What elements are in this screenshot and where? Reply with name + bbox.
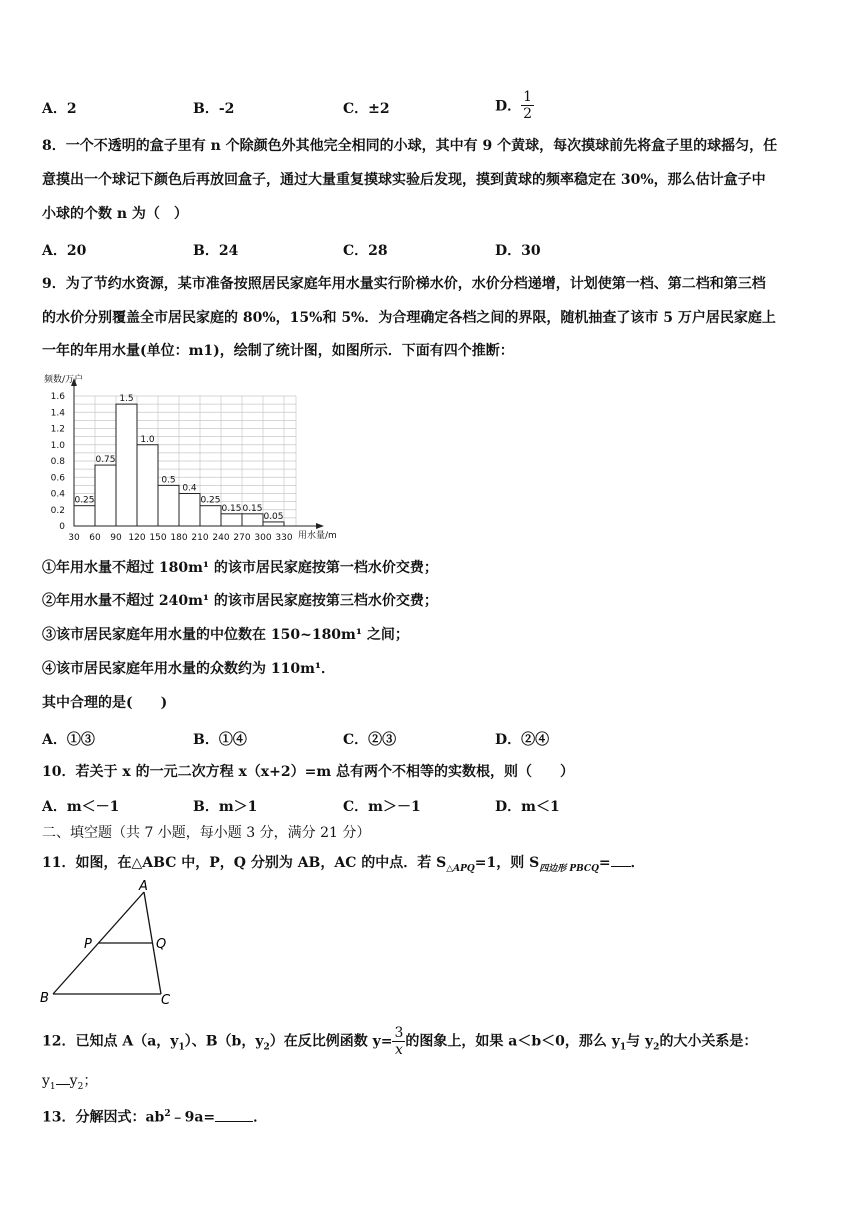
q8-option-a: A．20: [42, 243, 87, 259]
x-tick-label: 300: [254, 533, 272, 543]
y-tick-label: 0.6: [50, 473, 65, 484]
q8-line3: 小球的个数 n 为（ ）: [42, 206, 188, 222]
q9-line3: 一年的年用水量(单位：m1)，绘制了统计图，如图所示．下面有四个推断：: [42, 343, 514, 359]
q9-option-a: A．①③: [42, 732, 95, 748]
histogram-bar: [263, 522, 284, 526]
histogram-bar: [137, 445, 158, 526]
histogram-bar: [242, 514, 263, 526]
bar-value-label: 0.75: [95, 455, 116, 466]
bar-value-label: 0.4: [182, 483, 197, 494]
q12-answer-blank: [56, 1084, 70, 1085]
x-tick-label: 120: [128, 533, 146, 543]
q8-option-d: D．30: [495, 243, 541, 259]
x-tick-label: 180: [170, 533, 188, 543]
bar-value-label: 0.25: [74, 495, 95, 506]
label-a: A: [139, 880, 148, 894]
q7-option-c: C．±2: [343, 101, 390, 117]
bar-value-label: 1.5: [119, 394, 134, 405]
q10-line: 10．若关于 x 的一元二次方程 x（x+2）=m 总有两个不相等的实数根，则（ ）: [42, 764, 575, 780]
y-tick-label: 0.4: [50, 489, 65, 500]
x-tick-label: 210: [191, 533, 209, 543]
x-tick-label: 150: [149, 533, 167, 543]
q10-option-b: B．m＞1: [193, 799, 258, 815]
q9-line1: 9．为了节约水资源，某市准备按照居民家庭年用水量实行阶梯水价，水价分档递增，计划使第一档、第二档和第三档: [42, 276, 766, 292]
y-tick-label: 0: [59, 522, 65, 532]
y-tick-label: 0.2: [50, 505, 65, 516]
bar-value-label: 0.15: [221, 503, 242, 514]
histogram-bar: [74, 506, 95, 526]
q12-answer-line: $y_1$ $y_2$；: [42, 1073, 98, 1092]
bar-value-label: 0.25: [200, 495, 221, 506]
q9-option-b: B．①④: [193, 732, 247, 748]
q10-option-a: A．m＜－1: [42, 799, 120, 815]
y-axis-title: 频数/万户: [44, 375, 84, 385]
section-2-heading: 二、填空题（共 7 小题，每小题 3 分，满分 21 分）: [42, 825, 371, 841]
q8-line1: 8．一个不透明的盒子里有 n 个除颜色外其他完全相同的小球，其中有 9 个黄球，每次摸球前先将盒子里的球摇匀，任: [42, 138, 778, 154]
x-tick-label: 30: [68, 533, 80, 543]
q13-answer-blank: [215, 1121, 253, 1122]
q11-line: 11．如图，在△ABC 中，P，Q 分别为 AB，AC 的中点．若 $S_{\triangle APQ}=1$，则 $S_{四边形 PBCQ}=$ ．: [42, 855, 645, 874]
q9-statement-1: ①年用水量不超过 180m¹ 的该市居民家庭按第一档水价交费；: [42, 560, 438, 576]
label-b: B: [40, 991, 49, 1006]
histogram-bar: [116, 404, 137, 526]
q9-option-c: C．②③: [343, 732, 397, 748]
q7-option-d: D． $\frac{1}{2}$: [495, 89, 533, 122]
fraction-one-half: $\frac{1}{2}$: [523, 89, 533, 122]
y-tick-label: 1.6: [50, 392, 65, 402]
y-tick-label: 1.0: [50, 440, 65, 451]
fraction-3-over-x: $\frac{3}{x}$: [394, 1025, 404, 1058]
x-tick-label: 240: [212, 533, 230, 543]
histogram-bar: [200, 506, 221, 526]
x-tick-label: 60: [89, 533, 101, 543]
y-tick-label: 1.2: [50, 424, 65, 435]
q9-ask: 其中合理的是( ): [42, 695, 168, 711]
q11-answer-blank: [611, 866, 631, 867]
bar-value-label: 0.5: [161, 475, 176, 486]
q9-statement-3: ③该市居民家庭年用水量的中位数在 150~180m¹ 之间；: [42, 627, 409, 643]
label-p: P: [84, 937, 92, 952]
q9-statement-4: ④该市居民家庭年用水量的众数约为 110m¹．: [42, 661, 336, 677]
histogram-bar: [158, 485, 179, 526]
y-tick-label: 1.4: [50, 408, 65, 419]
q9-statement-2: ②年用水量不超过 240m¹ 的该市居民家庭按第三档水价交费；: [42, 593, 438, 609]
q8-line2: 意摸出一个球记下颜色后再放回盒子，通过大量重复摸球实验后发现，摸到黄球的频率稳定在 30%，那么估计盒子中: [42, 172, 766, 188]
histogram-bar: [221, 514, 242, 526]
histogram-bar: [179, 494, 200, 527]
label-q: Q: [156, 937, 167, 952]
q7-option-b: B．-2: [193, 101, 235, 117]
q10-option-c: C．m＞－1: [343, 799, 421, 815]
label-c: C: [161, 993, 171, 1008]
q7-option-a: A．2: [42, 101, 77, 117]
y-tick-label: 0.8: [50, 457, 65, 467]
x-tick-label: 90: [110, 533, 122, 543]
q9-line2: 的水价分别覆盖全市居民家庭的 80%，15%和 5%．为合理确定各档之间的界限，随机抽查了该市 5 万户居民家庭上: [42, 310, 776, 326]
q8-option-c: C．28: [343, 243, 388, 259]
x-axis-title: 用水量/m: [298, 531, 337, 541]
x-axis-arrow: [316, 523, 324, 529]
q10-option-d: D．m＜1: [495, 799, 560, 815]
q13-line: 13．分解因式：$ab^2﹣9a=$ ．: [42, 1109, 268, 1126]
bar-value-label: 0.15: [242, 503, 263, 514]
q9-option-d: D．②④: [495, 732, 550, 748]
histogram-bar: [95, 465, 116, 526]
q8-option-b: B．24: [193, 243, 239, 259]
bar-value-label: 1.0: [140, 434, 155, 445]
water-usage-histogram: [34, 368, 344, 546]
x-tick-label: 270: [233, 533, 251, 543]
bar-value-label: 0.05: [263, 511, 284, 522]
x-tick-label: 330: [275, 533, 293, 543]
q12-line: 12．已知点 A（a，$y_1$）、B（b，$y_2$）在反比例函数 y= $\frac{3}{x}$ 的图象上，如果 a＜b＜0，那么 $y_1$与 $y_2$的大小关系是：: [42, 1025, 758, 1058]
triangle-abc-figure: [36, 880, 176, 1010]
